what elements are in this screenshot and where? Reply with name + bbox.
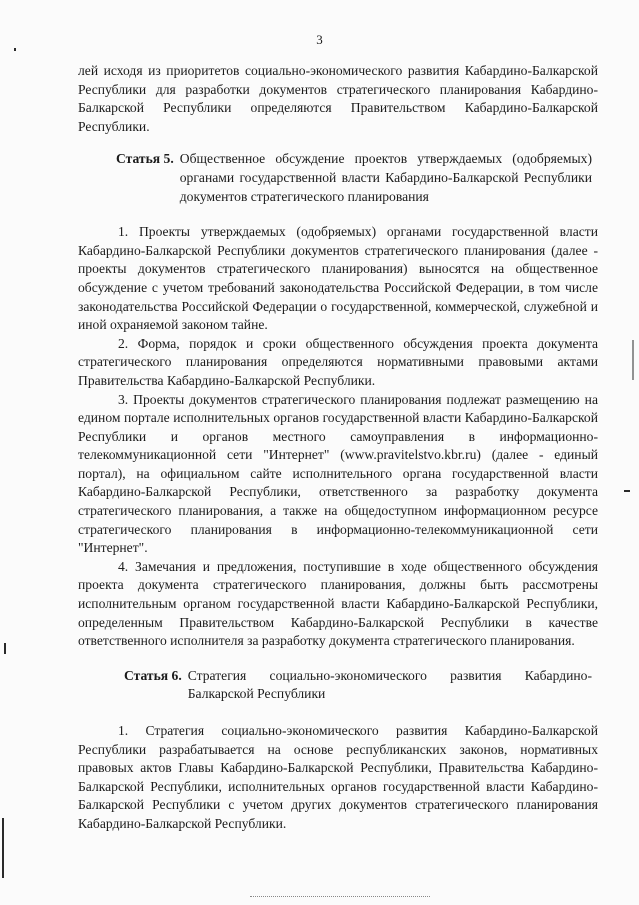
article-5-paragraph-2: 2. Форма, порядок и сроки общественного обсуждения проекта документа стратегического планирования определяются нормативными правовыми актами Правительства Кабардино-Балкарской Республики. bbox=[78, 335, 598, 388]
article-5-paragraph-3: 3. Проекты документов стратегического планирования подлежат размещению на едином портале исполнительных органов государственной власти Кабардино-Балкарской Республики и органов местного самоуправления в информационно-телекоммуникационной сети "Интернет" (www.pravitelstvo.kbr.ru) (далее - единый портал), на официальном сайте исполнительного органа государственной власти Кабардино-Балкарской Республики, ответственного за разработку документа стратегического планирования, а также на общедоступном информационном ресурсе стратегического планирования в информационно-телекоммуникационной сети "Интернет". bbox=[78, 391, 598, 556]
scan-mark-left-2 bbox=[4, 643, 6, 654]
article-6-label: Статья 6. bbox=[124, 667, 182, 683]
scan-mark-left-3 bbox=[2, 818, 4, 878]
article-5-label: Статья 5. bbox=[116, 151, 174, 167]
article-5-heading bbox=[78, 150, 598, 206]
scan-mark-bottom bbox=[250, 896, 430, 901]
article-6-title: Стратегия социально-экономического развития Кабардино-Балкарской Республики bbox=[187, 667, 592, 702]
scan-mark-left-1 bbox=[14, 48, 16, 51]
document-body bbox=[78, 62, 598, 834]
scan-mark-right-2 bbox=[624, 490, 630, 492]
article-5-paragraph-1: 1. Проекты утверждаемых (одобряемых) органами государственной власти Кабардино-Балкарской Республики документов стратегического планирования (далее - проекты документов стратегического планирования) выносятся на общественное обсуждение с учетом требований законодательства Российской Федерации, в том числе законодательства Российской Федерации о государственной, коммерческой, служебной и иной охраняемой законом тайне. bbox=[78, 224, 598, 333]
scan-mark-right-1 bbox=[632, 340, 634, 380]
article-5-paragraph-4: 4. Замечания и предложения, поступившие в ходе общественного обсуждения проекта документа стратегического планирования, должны быть рассмотрены исполнительным органом государственной власти Кабардино-Балкарской Республики, определенным Правительством Кабардино-Балкарской Республики в качестве ответственного исполнителя за разработку документа стратегического планирования. bbox=[78, 558, 598, 649]
article-6-heading bbox=[78, 667, 598, 704]
page-number: 3 bbox=[316, 32, 323, 47]
article-6-paragraph-1: 1. Стратегия социально-экономического развития Кабардино-Балкарской Республики разрабатывается на основе республиканских законов, нормативных правовых актов Главы Кабардино-Балкарской Республики, Правительства Кабардино-Балкарской Республики, исполнительных органов государственной власти Кабардино-Балкарской Республики с учетом других документов стратегического планирования Кабардино-Балкарской Республики. bbox=[78, 723, 598, 831]
intro-paragraph: лей исходя из приоритетов социально-экономического развития Кабардино-Балкарской Республики для разработки документов стратегического планирования Кабардино-Балкарской Республики определяются Правительством Кабардино-Балкарской Республики. bbox=[78, 63, 598, 134]
article-5-title: Общественное обсуждение проектов утверждаемых (одобряемых) органами государственной власти Кабардино-Балкарской Республики документов стратегического планирования bbox=[179, 151, 592, 204]
